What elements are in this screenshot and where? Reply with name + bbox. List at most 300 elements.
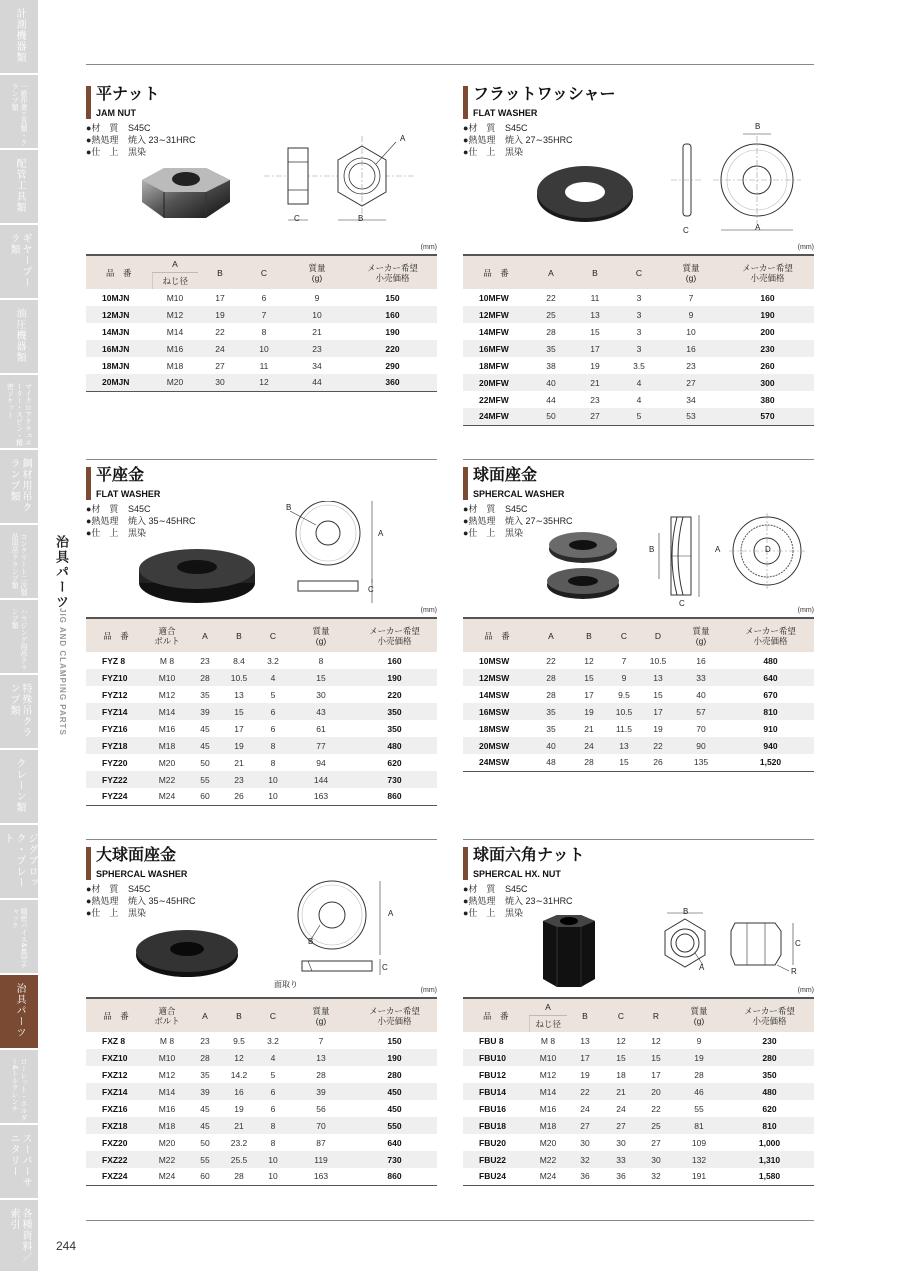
- cell-bolt: M20: [158, 1137, 176, 1148]
- chamfer-label: 面取り: [274, 980, 298, 989]
- cell-a: 22: [546, 292, 556, 303]
- cell-mass: 16: [696, 655, 706, 666]
- table-row: [86, 1117, 437, 1134]
- cell-c: 27: [603, 1117, 639, 1134]
- col-header-b: B: [573, 255, 617, 289]
- cell-price: 360: [348, 374, 437, 391]
- jam-nut-drawing: [264, 132, 414, 232]
- col-header-code: 品 番: [463, 998, 529, 1032]
- cell-code: 24MFW: [463, 408, 529, 425]
- cell-price: 620: [387, 757, 402, 768]
- cell-code: FYZ12: [102, 689, 128, 700]
- cell-code: FXZ22: [86, 1151, 146, 1168]
- block-rule: [86, 839, 437, 840]
- spec-finish: ●仕 上 黒染: [86, 147, 147, 157]
- cell-b: 32: [567, 1151, 603, 1168]
- col-header-price: メーカー希望 小売価格: [352, 618, 437, 652]
- cell-bolt: M18: [146, 737, 188, 754]
- cell-a: M24: [529, 1168, 567, 1185]
- cell-a: M10: [166, 292, 184, 303]
- cell-price: 860: [352, 788, 437, 805]
- cell-bolt: M24: [146, 788, 188, 805]
- table-row: [463, 340, 814, 357]
- cell-a: M20: [539, 1137, 557, 1148]
- table-row: [463, 391, 814, 408]
- cell-price: 940: [727, 737, 814, 754]
- cell-b: 23.2: [230, 1137, 248, 1148]
- cell-mass: 10: [286, 306, 348, 323]
- cell-mass: 43: [290, 703, 352, 720]
- cell-c: 3.2: [267, 655, 279, 666]
- cell-price: 480: [725, 1083, 814, 1100]
- side-tab-7[interactable]: コンクリート二次製品用吊クランプ類: [0, 525, 38, 599]
- cell-b: 15: [571, 669, 607, 686]
- cell-r: 17: [651, 1069, 661, 1080]
- cell-c: 6: [256, 703, 290, 720]
- cell-mass: 46: [673, 1083, 725, 1100]
- side-tab-4[interactable]: 油圧機器類: [0, 300, 38, 374]
- cell-price: 230: [762, 1035, 777, 1046]
- cell-a: 39: [188, 1083, 222, 1100]
- product-title-jp: フラットワッシャー: [473, 86, 616, 103]
- cell-price: 1,580: [725, 1168, 814, 1185]
- cell-c: 11: [259, 360, 269, 371]
- table-row: [463, 686, 814, 703]
- cell-r: 32: [639, 1168, 673, 1185]
- cell-mass: 28: [694, 1069, 704, 1080]
- col-header-b: B: [571, 618, 607, 652]
- cell-b: 19: [580, 1069, 590, 1080]
- cell-bolt: M22: [146, 771, 188, 788]
- spec-heat: ●熱処理 焼入 27∼35HRC: [463, 516, 573, 526]
- cell-b: 22: [567, 1083, 603, 1100]
- cell-price: 1,000: [758, 1137, 781, 1148]
- product-title-jp: 球面六角ナット: [473, 847, 585, 864]
- cell-b: 19: [198, 306, 242, 323]
- fxz-washer-drawing: [270, 879, 396, 983]
- cell-a: 40: [531, 737, 571, 754]
- cell-b: 17: [567, 1049, 603, 1066]
- cell-r: 12: [651, 1035, 661, 1046]
- cell-a: 39: [188, 703, 222, 720]
- cell-c: 9.5: [618, 689, 630, 700]
- side-tab-11[interactable]: ジグブロック・プレート: [0, 825, 38, 899]
- cell-mass: 30: [316, 689, 326, 700]
- cell-code: 14MFW: [479, 326, 509, 337]
- table-row: [86, 1151, 437, 1168]
- cell-price: 300: [721, 374, 814, 391]
- cell-d: 13: [641, 669, 675, 686]
- cell-price: 480: [352, 737, 437, 754]
- cell-a: M10: [529, 1049, 567, 1066]
- cell-b: 12: [584, 655, 594, 666]
- cell-price: 280: [725, 1049, 814, 1066]
- col-header-bolt: 適合 ボルト: [146, 998, 188, 1032]
- block-rule: [463, 839, 814, 840]
- cell-price: 810: [725, 1117, 814, 1134]
- cell-b: 21: [222, 1117, 256, 1134]
- cell-c: 13: [607, 737, 641, 754]
- col-header-d: D: [641, 618, 675, 652]
- table-row: [463, 374, 814, 391]
- side-tab-0[interactable]: 計測機器類: [0, 0, 38, 74]
- cell-mass: 19: [673, 1049, 725, 1066]
- col-header-b: B: [222, 998, 256, 1032]
- table-row: [463, 1117, 814, 1134]
- cell-code: FXZ14: [86, 1083, 146, 1100]
- col-header-code: 品 番: [463, 618, 531, 652]
- cell-mass: 16: [661, 340, 721, 357]
- dim-label-b: B: [308, 937, 314, 946]
- title-accent-bar: [463, 467, 468, 500]
- cell-b: 30: [580, 1137, 590, 1148]
- product-title-jp: 球面座金: [473, 467, 538, 484]
- col-header-price: メーカー希望 小売価格: [352, 998, 437, 1032]
- cell-c: 8: [270, 757, 276, 768]
- side-tab-5[interactable]: マイクロアクチュエーター・スピン・精密ソケット: [0, 375, 38, 449]
- col-header-mass: 質量 (g): [661, 255, 721, 289]
- table-row: [463, 669, 814, 686]
- spherical-hex-nut-block: [463, 839, 814, 1189]
- dim-label-a: A: [378, 529, 384, 538]
- table-row: [463, 737, 814, 754]
- dim-label-c: C: [368, 585, 374, 594]
- cell-c: 4: [617, 374, 661, 391]
- spec-heat: ●熱処理 焼入 23∼31HRC: [463, 896, 573, 906]
- large-spherical-washer-table: [86, 997, 437, 1186]
- cell-code: 10MSW: [479, 655, 510, 666]
- cell-c: 36: [603, 1168, 639, 1185]
- side-tab-10[interactable]: クレーン類: [0, 750, 38, 824]
- side-tab-1[interactable]: 一般作業工具類・クランプ類: [0, 75, 38, 149]
- cell-price: 150: [387, 1035, 402, 1046]
- cell-a: 60: [188, 1168, 222, 1185]
- cell-b: 17: [234, 723, 244, 734]
- table-row: [463, 1151, 814, 1168]
- table-row: [86, 1032, 437, 1049]
- cell-price: 1,310: [725, 1151, 814, 1168]
- dim-label-a: A: [388, 909, 394, 918]
- cell-price: 230: [721, 340, 814, 357]
- unit-label: (mm): [797, 987, 814, 994]
- cell-a: 50: [200, 757, 210, 768]
- cell-c: 3.2: [267, 1035, 279, 1046]
- cell-a: M 8: [540, 1035, 556, 1046]
- cell-mass: 21: [312, 326, 322, 337]
- side-tab-3[interactable]: ギヤープーラ類: [0, 225, 38, 299]
- cell-code: 12MFW: [463, 306, 529, 323]
- cell-code: FXZ24: [86, 1168, 146, 1185]
- cell-c: 24: [616, 1103, 626, 1114]
- cell-b: 17: [573, 340, 617, 357]
- cell-price: 620: [762, 1103, 777, 1114]
- category-tabs: [0, 0, 38, 1272]
- dim-label-b: B: [755, 122, 761, 131]
- cell-a: 44: [546, 394, 556, 405]
- table-row: [86, 754, 437, 771]
- cell-a: M20: [152, 374, 198, 391]
- col-header-code: 品 番: [463, 255, 529, 289]
- cell-mass: 55: [694, 1103, 704, 1114]
- cell-a: M14: [166, 326, 184, 337]
- unit-label: (mm): [420, 987, 437, 994]
- cell-code: 16MFW: [463, 340, 529, 357]
- bottom-rule: [86, 1220, 814, 1221]
- table-row: [86, 374, 437, 391]
- cell-code: FBU18: [463, 1117, 529, 1134]
- jam-nut-table: [86, 254, 437, 392]
- cell-price: 220: [348, 340, 437, 357]
- cell-d: 17: [641, 703, 675, 720]
- cell-mass: 119: [290, 1151, 352, 1168]
- cell-code: FBU10: [463, 1049, 529, 1066]
- fyz-washer-drawing: [282, 501, 392, 607]
- cell-code: 20MFW: [463, 374, 529, 391]
- cell-mass: 23: [686, 360, 696, 371]
- cell-bolt: M14: [146, 1083, 188, 1100]
- table-row: [463, 1066, 814, 1083]
- cell-price: 260: [760, 360, 775, 371]
- col-header-a: A: [152, 255, 198, 272]
- cell-c: 6: [261, 292, 267, 303]
- cell-price: 810: [727, 703, 814, 720]
- dim-label-c: C: [683, 226, 689, 235]
- cell-b: 15: [590, 326, 600, 337]
- cell-a: M16: [152, 340, 198, 357]
- cell-code: FXZ18: [86, 1117, 146, 1134]
- cell-mass: 87: [316, 1137, 326, 1148]
- dim-label-r: R: [791, 967, 797, 976]
- cell-c: 11.5: [616, 723, 632, 734]
- col-header-a: A: [188, 998, 222, 1032]
- jam-nut-block: [86, 64, 437, 404]
- table-row: [463, 408, 814, 425]
- side-tab-12[interactable]: 精密バイス&真空チャック: [0, 900, 38, 974]
- cell-a: 48: [531, 754, 571, 771]
- cell-mass: 163: [290, 788, 352, 805]
- cell-a: 28: [546, 326, 556, 337]
- spec-heat: ●熱処理 焼入 35∼45HRC: [86, 896, 196, 906]
- spec-material: ●材 質 S45C: [86, 884, 151, 894]
- cell-d: 19: [653, 723, 663, 734]
- side-tab-2[interactable]: 配管工具類: [0, 150, 38, 224]
- cell-code: FXZ 8: [102, 1035, 126, 1046]
- cell-b: 13: [573, 306, 617, 323]
- cell-code: FYZ10: [86, 669, 146, 686]
- cell-d: 26: [641, 754, 675, 771]
- cell-code: FYZ 8: [102, 655, 126, 666]
- cell-b: 24: [571, 737, 607, 754]
- product-title-jp: 大球面座金: [96, 847, 177, 864]
- side-tab-9[interactable]: 特殊吊クランプ類: [0, 675, 38, 749]
- flat-washer-mfw-block: [463, 64, 814, 434]
- cell-a: 35: [200, 1069, 210, 1080]
- col-header-mass: 質量 (g): [673, 998, 725, 1032]
- spec-heat: ●熱処理 焼入 23∼31HRC: [86, 135, 196, 145]
- dim-label-b: B: [683, 907, 689, 916]
- dim-label-b: B: [358, 214, 364, 223]
- cell-a: 35: [200, 689, 210, 700]
- side-tab-13[interactable]: 治具パーツ: [0, 975, 38, 1049]
- cell-bolt: M20: [158, 757, 176, 768]
- cell-b: 11: [590, 292, 600, 303]
- cell-bolt: M14: [146, 703, 188, 720]
- title-accent-bar: [86, 467, 91, 500]
- cell-price: 160: [760, 292, 775, 303]
- spec-material: ●材 質 S45C: [463, 884, 528, 894]
- cell-bolt: M22: [146, 1151, 188, 1168]
- cell-price: 670: [763, 689, 778, 700]
- cell-a: 28: [531, 669, 571, 686]
- cell-c: 8: [256, 737, 290, 754]
- cell-mass: 94: [316, 757, 326, 768]
- cell-r: 25: [639, 1117, 673, 1134]
- cell-bolt: M10: [146, 1049, 188, 1066]
- cell-price: 380: [760, 394, 775, 405]
- cell-a: 28: [188, 669, 222, 686]
- table-row: [86, 669, 437, 686]
- cell-bolt: M 8: [159, 655, 175, 666]
- cell-mass: 57: [675, 703, 727, 720]
- cell-d: 15: [653, 689, 663, 700]
- cell-c: 21: [603, 1083, 639, 1100]
- cell-price: 730: [352, 1151, 437, 1168]
- cell-b: 25.5: [222, 1151, 256, 1168]
- table-row: [86, 1066, 437, 1083]
- product-title-en: SPHERCAL WASHER: [96, 869, 188, 879]
- cell-code: 12MSW: [463, 669, 531, 686]
- side-tab-14[interactable]: ローレット・ホルダー&トルクレンチ: [0, 1050, 38, 1124]
- cell-c: 9: [607, 669, 641, 686]
- side-tab-15[interactable]: スーパーサニタリー: [0, 1125, 38, 1199]
- cell-a: 38: [546, 360, 556, 371]
- cell-code: 12MJN: [86, 306, 152, 323]
- side-tab-8[interactable]: ハウジング用吊クランプ類: [0, 600, 38, 674]
- title-accent-bar: [86, 847, 91, 880]
- page-number: 244: [56, 1239, 77, 1253]
- cell-mass: 53: [661, 408, 721, 425]
- cell-b: 27: [573, 408, 617, 425]
- cell-mass: 8: [318, 655, 324, 666]
- cell-c: 10: [256, 788, 290, 805]
- cell-b: 23: [222, 771, 256, 788]
- spherical-hex-nut-table: [463, 997, 814, 1186]
- cell-r: 30: [639, 1151, 673, 1168]
- cell-mass: 34: [686, 394, 696, 405]
- cell-c: 10: [242, 340, 286, 357]
- cell-bolt: M16: [158, 1103, 176, 1114]
- fbu-nut-photo: [539, 913, 599, 989]
- cell-bolt: M18: [146, 1117, 188, 1134]
- cell-c: 3.5: [633, 360, 645, 371]
- cell-c: 8: [270, 1137, 276, 1148]
- cell-a: 45: [188, 737, 222, 754]
- col-header-mass: 質量 (g): [286, 255, 348, 289]
- cell-b: 19: [590, 360, 600, 371]
- product-title-en: FLAT WASHER: [96, 489, 161, 499]
- cell-b: 21: [584, 723, 594, 734]
- cell-a: 35: [546, 723, 556, 734]
- col-header-b: B: [198, 255, 242, 289]
- cell-mass: 77: [290, 737, 352, 754]
- flat-washer-fyz-block: [86, 459, 437, 809]
- cell-a: 50: [200, 1137, 210, 1148]
- table-row: [463, 1083, 814, 1100]
- cell-price: 450: [387, 1103, 402, 1114]
- cell-b: 26: [222, 788, 256, 805]
- cell-c: 10: [256, 1151, 290, 1168]
- cell-code: FBU16: [479, 1103, 506, 1114]
- table-row: [463, 1168, 814, 1185]
- cell-b: 19: [222, 737, 256, 754]
- col-header-b: B: [567, 998, 603, 1032]
- unit-label: (mm): [797, 244, 814, 251]
- cell-c: 4: [256, 1049, 290, 1066]
- cell-code: 24MSW: [463, 754, 531, 771]
- product-title-en: JAM NUT: [96, 108, 136, 118]
- cell-mass: 10: [686, 326, 696, 337]
- cell-code: FXZ10: [86, 1049, 146, 1066]
- col-header-price: メーカー希望 小売価格: [348, 255, 437, 289]
- cell-mass: 132: [673, 1151, 725, 1168]
- col-header-a: A: [529, 255, 573, 289]
- table-row: [86, 1134, 437, 1151]
- cell-a: 28: [546, 689, 556, 700]
- cell-bolt: M24: [146, 1168, 188, 1185]
- table-row: [463, 1134, 814, 1151]
- cell-b: 28: [571, 754, 607, 771]
- cell-c: 8: [261, 326, 267, 337]
- cell-b: 13: [234, 689, 244, 700]
- cell-c: 5: [270, 1069, 276, 1080]
- fyz-washer-photo: [136, 547, 258, 607]
- table-row: [86, 686, 437, 703]
- cell-code: FXZ16: [102, 1103, 128, 1114]
- cell-code: 18MJN: [102, 360, 130, 371]
- cell-code: FYZ20: [102, 757, 128, 768]
- cell-a: 35: [529, 340, 573, 357]
- cell-a: 23: [200, 655, 210, 666]
- cell-a: 22: [546, 655, 556, 666]
- spec-material: ●材 質 S45C: [463, 123, 528, 133]
- cell-bolt: M16: [158, 723, 176, 734]
- product-title-jp: 平座金: [96, 467, 145, 484]
- cell-code: 10MJN: [102, 292, 130, 303]
- cell-bolt: M10: [146, 669, 188, 686]
- cell-c: 33: [603, 1151, 639, 1168]
- table-row: [86, 1168, 437, 1185]
- cell-c: 8: [256, 1117, 290, 1134]
- table-row: [86, 1083, 437, 1100]
- unit-label: (mm): [420, 244, 437, 251]
- dim-label-b: B: [649, 545, 655, 554]
- fbu-nut-drawing: [647, 909, 807, 981]
- unit-label: (mm): [420, 607, 437, 614]
- cell-mass: 13: [290, 1049, 352, 1066]
- title-accent-bar: [86, 86, 91, 119]
- side-tab-6[interactable]: 鋼材用吊クランプ類: [0, 450, 38, 524]
- cell-c: 30: [616, 1137, 626, 1148]
- cell-price: 480: [763, 655, 778, 666]
- cell-code: 16MSW: [463, 703, 531, 720]
- col-header-price: メーカー希望 小売価格: [727, 618, 814, 652]
- side-tab-16[interactable]: 各種資料／索引: [0, 1200, 38, 1272]
- cell-mass: 9: [314, 292, 320, 303]
- cell-a: 28: [188, 1049, 222, 1066]
- cell-a: 25: [529, 306, 573, 323]
- cell-code: 16MJN: [86, 340, 152, 357]
- cell-b: 17: [215, 292, 225, 303]
